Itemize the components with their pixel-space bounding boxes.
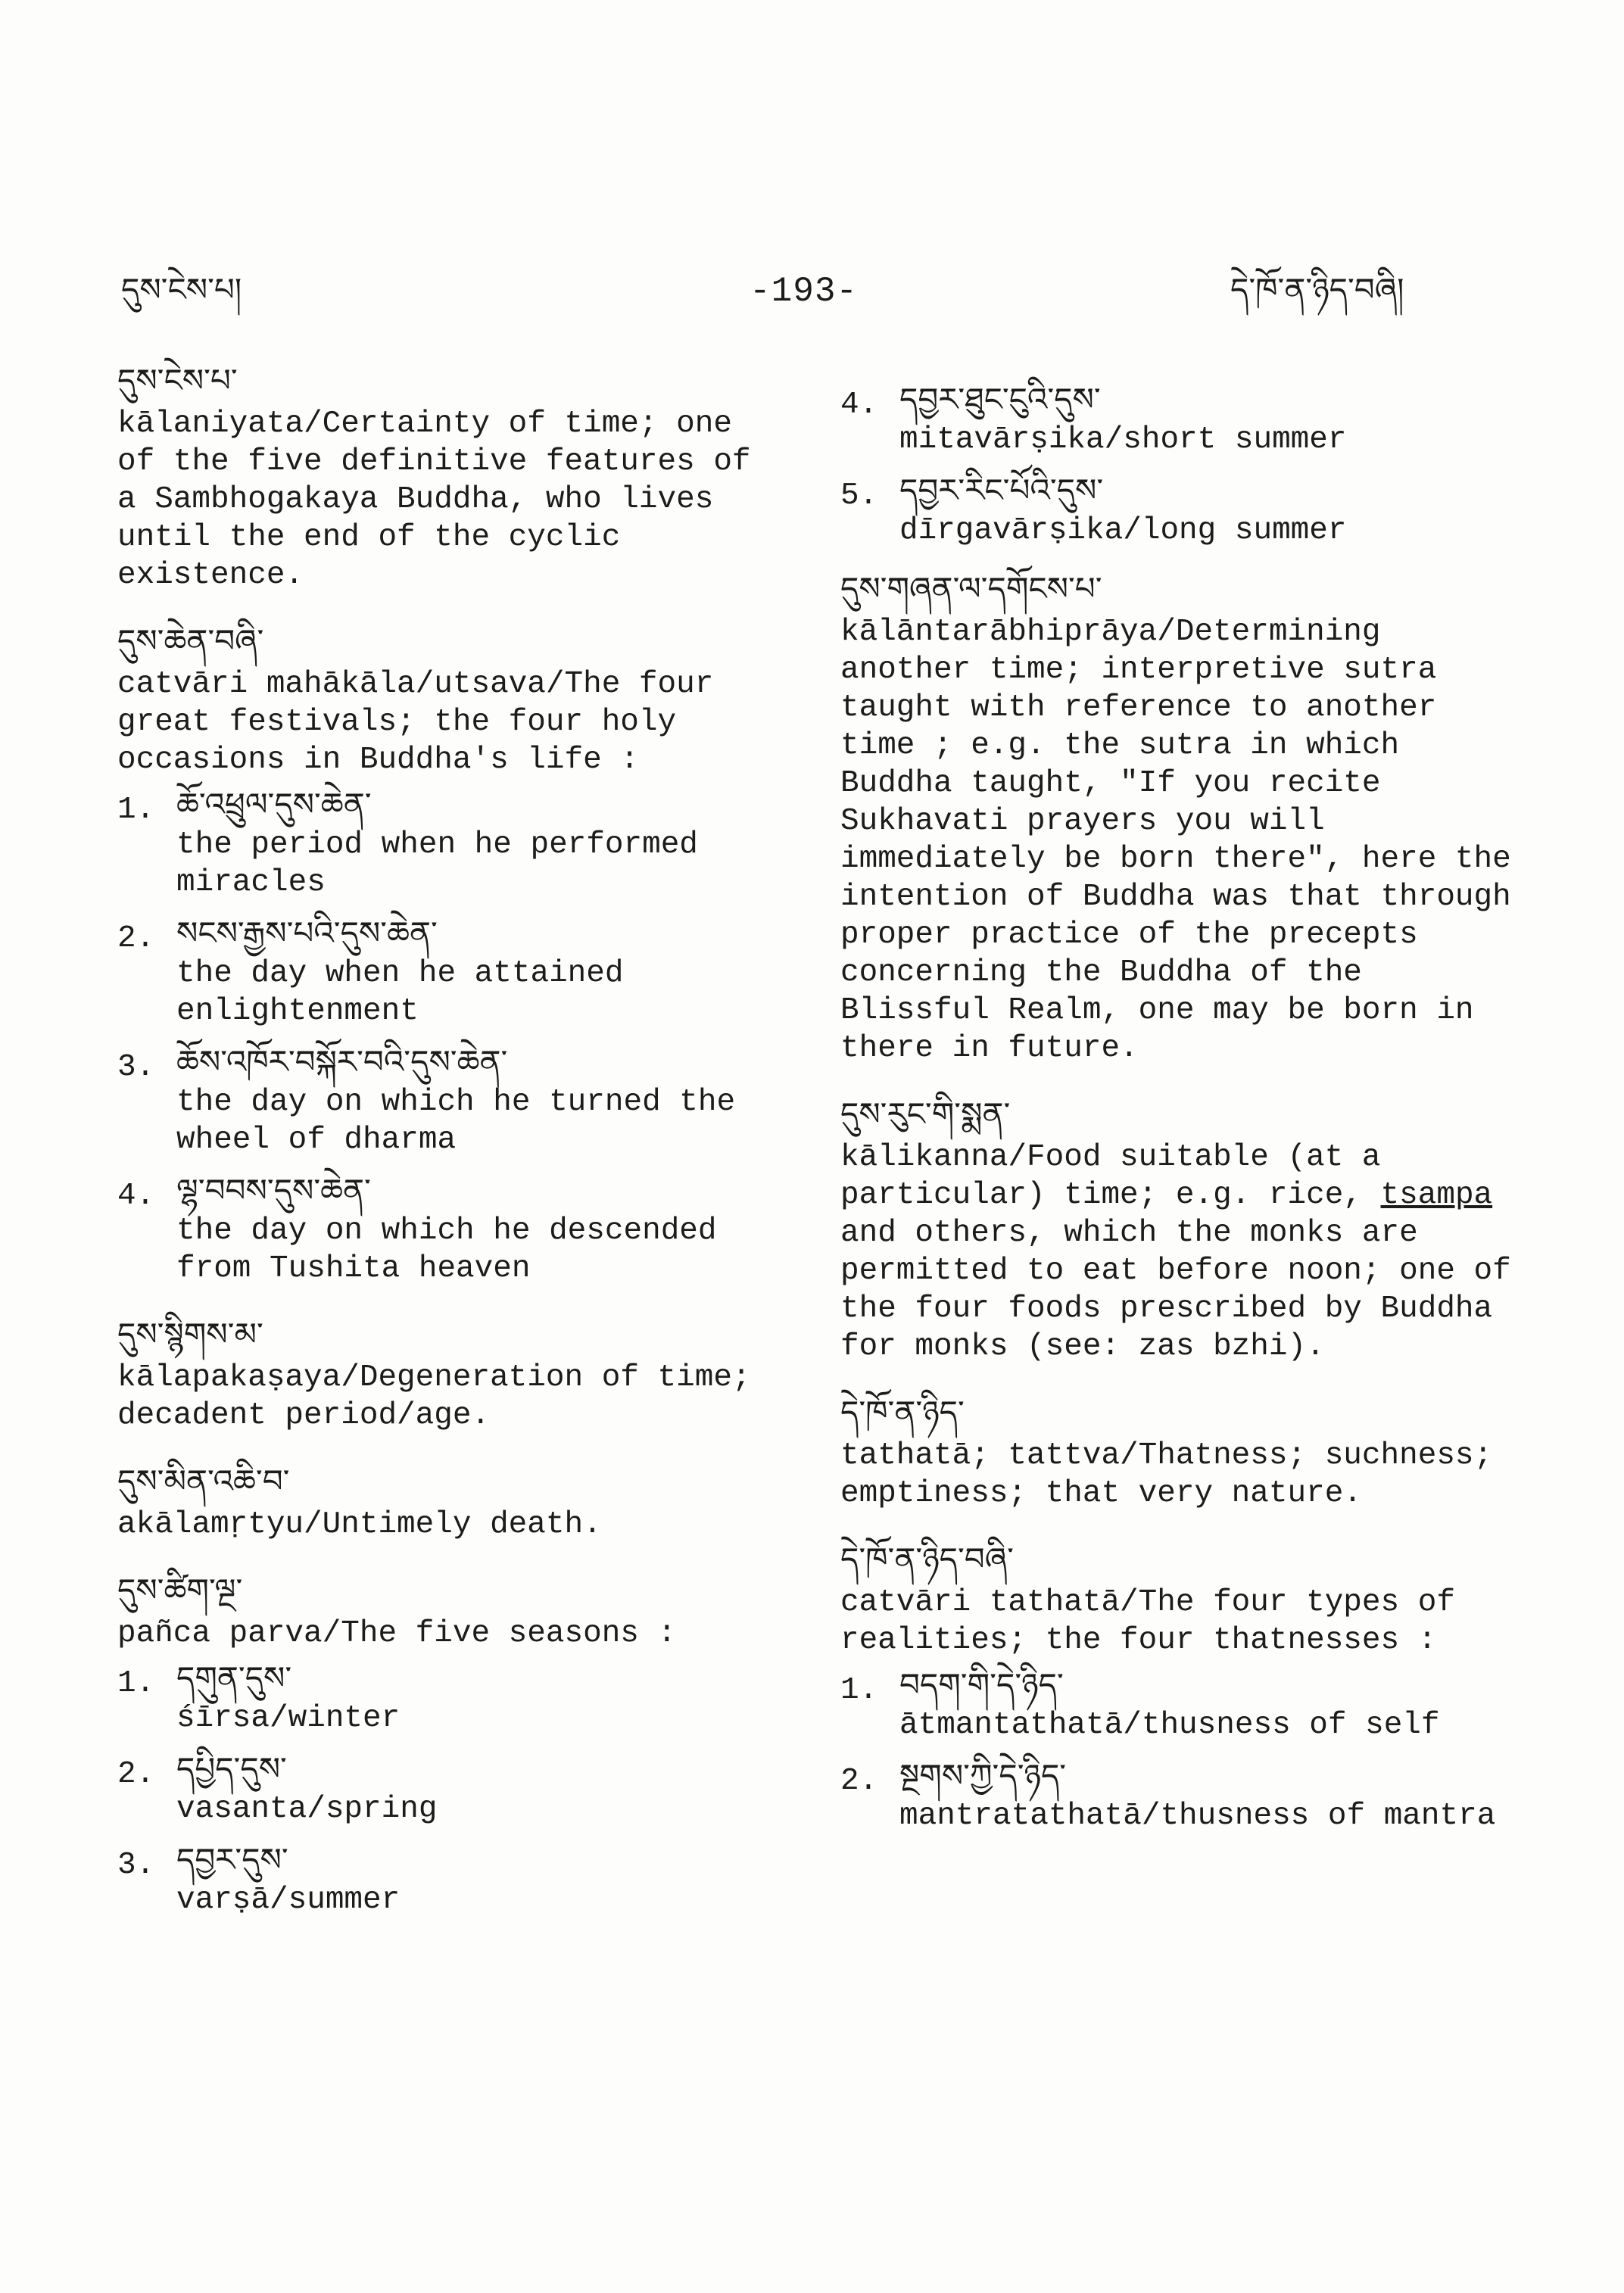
list-number: 1. <box>117 793 155 827</box>
entry-headword: དེ་ཁོ་ན་ཉིད་ <box>840 1394 965 1431</box>
entry-headword: དུས་སྙིགས་མ་ <box>117 1316 263 1353</box>
entry-headword: དེ་ཁོ་ན་ཉིད་བཞི་ <box>840 1541 1014 1578</box>
list-headword: སངས་རྒྱས་པའི་དུས་ཆེན་ <box>176 914 438 952</box>
entry-de-kho-na-nyid <box>840 1391 1522 1513</box>
list-headword: དཔྱིད་དུས་ <box>176 1750 287 1787</box>
continued-list <box>840 379 1522 550</box>
entry-dus-snyigs-ma <box>117 1313 768 1435</box>
underlined-term: tsampa <box>1380 1178 1493 1213</box>
running-head-left: དུས་ངེས་པ། <box>121 271 242 308</box>
list-definition: mitavārṣika/short summer <box>899 422 1347 457</box>
entry-de-kho-na-nyid-bzhi <box>840 1538 1522 1835</box>
entry-headword: དུས་རུང་གི་སྨན་ <box>840 1095 1011 1132</box>
list-definition: vasanta/spring <box>176 1792 438 1827</box>
list-item <box>117 1657 768 1737</box>
entry-definition: catvāri tathatā/The four types of realities; the four thatnesses : <box>840 1585 1474 1658</box>
list-definition: the day on which he turned the wheel of dharma <box>176 1085 736 1157</box>
entry-definition: catvāri mahākāla/utsava/The four great festivals; the four holy occasions in Buddha's life : <box>117 667 732 777</box>
entry-headword: དུས་མིན་འཆི་བ་ <box>117 1463 290 1500</box>
right-column <box>840 379 1530 1861</box>
list-headword: ཆོས་འཁོར་བསྐོར་བའི་དུས་ཆེན་ <box>176 1043 508 1080</box>
list-headword: དགུན་དུས་ <box>176 1659 292 1696</box>
list-headword: དབྱར་ཐུང་ངུའི་དུས་ <box>899 381 1101 418</box>
list-number: 2. <box>840 1764 878 1799</box>
entry-list <box>117 784 768 1288</box>
list-item <box>117 1041 768 1159</box>
list-number: 3. <box>117 1848 155 1883</box>
entry-definition: tathatā; tattva/Thatness; suchness; emptiness; that very nature. <box>840 1438 1511 1511</box>
list-headword: དབྱར་རིང་པོའི་དུས་ <box>899 472 1104 509</box>
list-definition: śīrsa/winter <box>176 1701 401 1736</box>
list-number: 1. <box>840 1673 878 1708</box>
list-definition: the day on which he descended from Tushita heaven <box>176 1213 717 1286</box>
list-item <box>117 1170 768 1288</box>
entry-dus-tshig-lnga <box>117 1569 768 1919</box>
list-item <box>840 1664 1522 1744</box>
list-number: 5. <box>840 478 878 513</box>
list-number: 2. <box>117 1757 155 1792</box>
list-definition: mantratathatā/thusness of mantra <box>899 1799 1496 1833</box>
list-item <box>117 1839 768 1919</box>
entry-headword: དུས་ཚིག་ལྔ་ <box>117 1572 243 1609</box>
list-number: 4. <box>840 388 878 422</box>
list-item <box>840 469 1522 550</box>
list-definition: ātmantathatā/thusness of self <box>899 1708 1440 1743</box>
list-definition: varṣā/summer <box>176 1883 401 1918</box>
entry-headword: དུས་ངེས་པ་ <box>117 362 238 399</box>
definition-text: and others, which the monks are permitted to eat before noon; one of the four foods prescribed by Buddha for monks (see: zas bzhi). <box>840 1178 1530 1364</box>
entry-definition: pañca parva/The five seasons : <box>117 1616 677 1651</box>
list-headword: སྔགས་ཀྱི་དེ་ཉིད་ <box>899 1757 1067 1794</box>
entry-dus-nges-pa <box>117 360 768 594</box>
list-item <box>117 1748 768 1828</box>
list-definition: the period when he performed miracles <box>176 827 698 900</box>
list-headword: ཆོ་འཕྲུལ་དུས་ཆེན་ <box>176 786 372 823</box>
list-headword: ལྷ་བབས་དུས་ཆེན་ <box>176 1172 371 1209</box>
list-item <box>117 912 768 1030</box>
list-definition: the day when he attained enlightenment <box>176 956 624 1029</box>
entry-definition: kālāntarābhiprāya/Determining another time; interpretive sutra taught with reference to another time ; e.g. the sutra in which Buddha taught, "If you recite Sukhavati prayers you will immediately be born there", here the intention of Buddha was that through proper practice of the precepts concerning the Buddha of the Blissful Realm, one may be born in there in future. <box>840 615 1530 1066</box>
entry-definition <box>840 1139 1530 1366</box>
list-headword: བདག་གི་དེ་ཉིད་ <box>899 1666 1064 1703</box>
definition-text: kālikanna/Food suitable (at a particular) time; e.g. rice, <box>840 1140 1400 1213</box>
entry-list <box>840 1664 1522 1835</box>
list-item <box>840 1755 1522 1835</box>
page-number: -193- <box>750 272 859 311</box>
list-definition: dīrgavārṣika/long summer <box>899 513 1347 548</box>
left-column <box>117 360 768 1945</box>
list-number: 4. <box>117 1179 155 1213</box>
entry-definition: kālapakaṣaya/Degeneration of time; decadent period/age. <box>117 1360 770 1433</box>
running-head-right: དེ་ཁོ་ན་ཉིད་བཞི། <box>1230 271 1404 308</box>
entry-list <box>117 1657 768 1919</box>
list-number: 2. <box>117 921 155 956</box>
entry-definition: kālaniyata/Certainty of time; one of the five definitive features of a Sambhogakaya Buddha, who lives until the end of the cyclic existence. <box>117 407 770 593</box>
list-number: 1. <box>117 1666 155 1701</box>
entry-definition: akālamṛtyu/Untimely death. <box>117 1507 602 1542</box>
entry-headword: དུས་གཞན་ལ་དགོངས་པ་ <box>840 570 1102 607</box>
entry-headword: དུས་ཆེན་བཞི་ <box>117 622 264 659</box>
entry-dus-gzhan-la-dgongs-pa <box>840 568 1530 1067</box>
list-item <box>840 379 1522 459</box>
list-item <box>117 784 768 902</box>
entry-dus-chen-bzhi <box>117 620 768 1288</box>
list-number: 3. <box>117 1050 155 1085</box>
entry-dus-min-chi-ba <box>117 1460 768 1544</box>
list-headword: དབྱར་དུས་ <box>176 1841 288 1878</box>
entry-dus-rung-gi-sman <box>840 1093 1530 1366</box>
